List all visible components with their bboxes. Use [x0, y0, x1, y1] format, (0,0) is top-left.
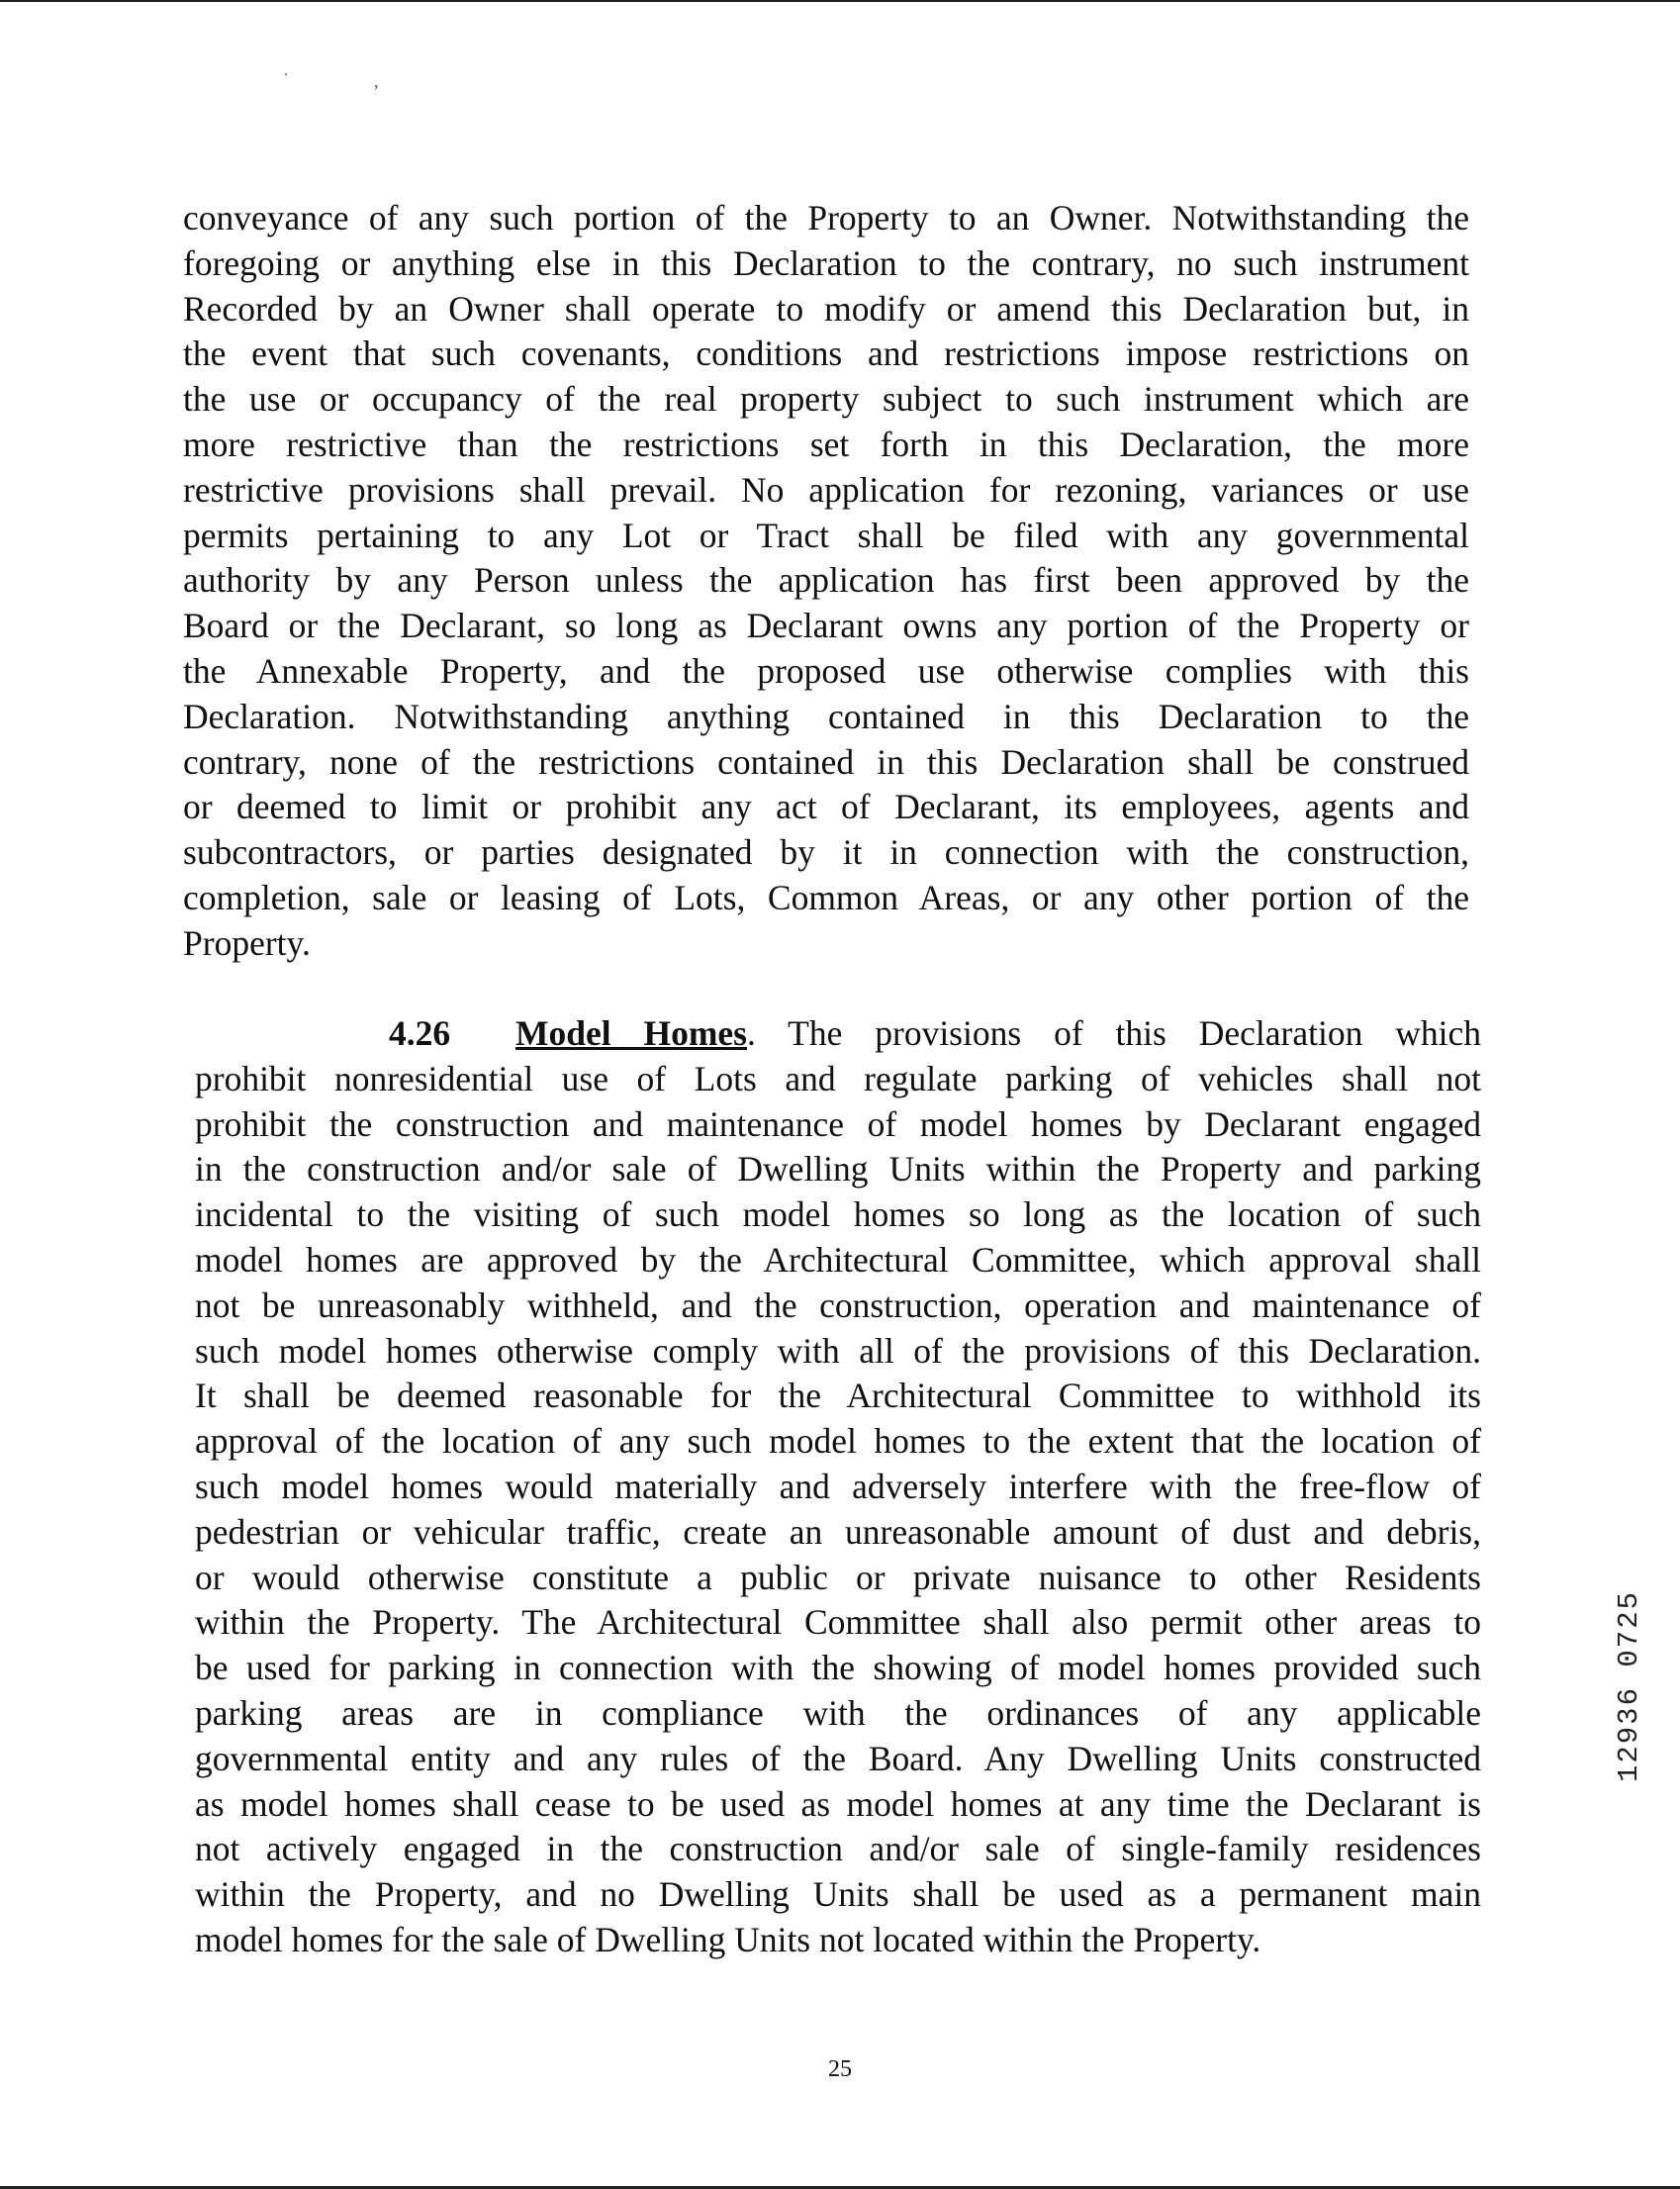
- top-scan-border: [0, 0, 1680, 2]
- text-line: Declaration. Notwithstanding anything contained in this Declaration to the: [183, 696, 1469, 736]
- text-line: in the construction and/or sale of Dwelling Units within the Property and parking: [195, 1149, 1481, 1190]
- text-line: subcontractors, or parties designated by it in connection with the construction,: [183, 832, 1469, 873]
- text-line: or deemed to limit or prohibit any act of Declarant, its employees, agents and: [183, 787, 1469, 827]
- text-line: the event that such covenants, conditions and restrictions impose restrictions on: [183, 333, 1469, 374]
- text-line: the Annexable Property, and the proposed use otherwise complies with this: [183, 650, 1469, 691]
- page-number: 25: [828, 2056, 852, 2082]
- text-line: governmental entity and any rules of the Board. Any Dwelling Units constructed: [195, 1738, 1481, 1778]
- text-line: model homes are approved by the Architectural Committee, which approval shall: [195, 1239, 1481, 1280]
- text-line: model homes for the sale of Dwelling Units not located within the Property.: [195, 1919, 1261, 1959]
- text-line: such model homes otherwise comply with all of the provisions of this Declaration.: [195, 1330, 1481, 1371]
- text-line: restrictive provisions shall prevail. No application for rezoning, variances or use: [183, 469, 1469, 510]
- text-line: prohibit the construction and maintenance of model homes by Declarant engaged: [195, 1103, 1481, 1144]
- scan-speck: ˙: [283, 69, 289, 89]
- section-4-26: [195, 1011, 1481, 1963]
- text-line: contrary, none of the restrictions contained in this Declaration shall be construed: [183, 741, 1469, 782]
- text-line: Board or the Declarant, so long as Declarant owns any portion of the Property or: [183, 606, 1469, 646]
- text-line: prohibit nonresidential use of Lots and regulate parking of vehicles shall not: [195, 1058, 1481, 1098]
- text-line: within the Property, and no Dwelling Units shall be used as a permanent main: [195, 1874, 1481, 1915]
- paragraph-continuation: [183, 196, 1469, 967]
- text-line: permits pertaining to any Lot or Tract shall be filed with any governmental: [183, 515, 1469, 555]
- text-line: parking areas are in compliance with the ordinances of any applicable: [195, 1692, 1481, 1733]
- text-line: more restrictive than the restrictions set forth in this Declaration, the more: [183, 424, 1469, 464]
- text-line: within the Property. The Architectural Committee shall also permit other areas to: [195, 1602, 1481, 1643]
- text-line: as model homes shall cease to be used as model homes at any time the Declarant is: [195, 1783, 1481, 1824]
- text-line: pedestrian or vehicular traffic, create an unreasonable amount of dust and debris,: [195, 1511, 1481, 1552]
- text-line: or would otherwise constitute a public or private nuisance to other Residents: [195, 1557, 1481, 1597]
- section-heading-line: [195, 1011, 1481, 1057]
- section-number: 4.26: [389, 1013, 451, 1053]
- text-line: Recorded by an Owner shall operate to modify or amend this Declaration but, in: [183, 288, 1469, 329]
- scan-speck: ,: [374, 71, 379, 91]
- text-line: completion, sale or leasing of Lots, Common Areas, or any other portion of the: [183, 877, 1469, 917]
- text-line: incidental to the visiting of such model homes so long as the location of such: [195, 1194, 1481, 1235]
- section-heading-text: . The provisions of this Declaration which: [747, 1013, 1481, 1053]
- text-line: foregoing or anything else in this Declaration to the contrary, no such instrument: [183, 242, 1469, 283]
- text-line: not be unreasonably withheld, and the construction, operation and maintenance of: [195, 1285, 1481, 1325]
- text-line: Property.: [183, 922, 311, 963]
- text-line: such model homes would materially and adversely interfere with the free-flow of: [195, 1466, 1481, 1506]
- text-line: conveyance of any such portion of the Property to an Owner. Notwithstanding the: [183, 198, 1469, 238]
- text-line: authority by any Person unless the application has first been approved by the: [183, 560, 1469, 601]
- text-line: be used for parking in connection with the showing of model homes provided such: [195, 1648, 1481, 1688]
- section-title: Model Homes: [514, 1013, 747, 1053]
- text-line: approval of the location of any such model homes to the extent that the location of: [195, 1421, 1481, 1462]
- recording-stamp: 12936 0725: [1613, 1590, 1645, 1783]
- text-line: It shall be deemed reasonable for the Architectural Committee to withhold its: [195, 1376, 1481, 1416]
- text-line: the use or occupancy of the real property subject to such instrument which are: [183, 379, 1469, 420]
- text-line: not actively engaged in the construction and/or sale of single-family residences: [195, 1829, 1481, 1869]
